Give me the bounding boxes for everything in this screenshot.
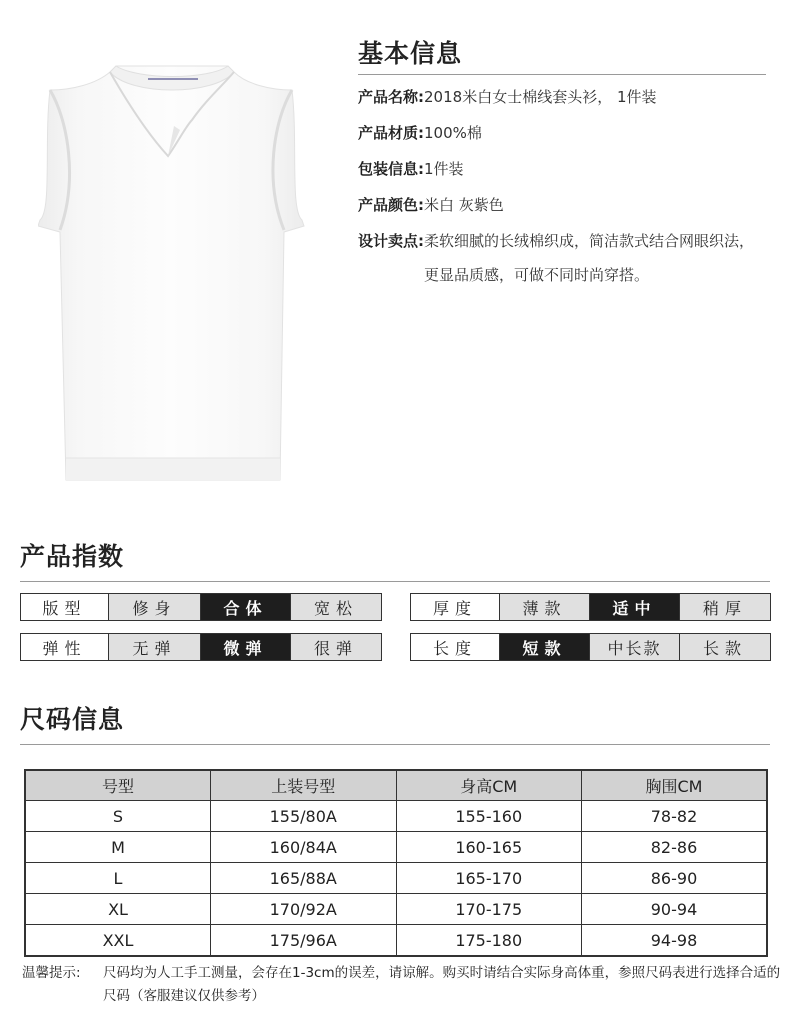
basic-info-section [358, 34, 766, 292]
index-option: 长款 [680, 634, 770, 660]
table-cell: 160/84A [211, 832, 397, 863]
index-option-selected: 适中 [590, 594, 680, 620]
index-option: 中长款 [590, 634, 680, 660]
table-row [25, 801, 767, 832]
index-label: 厚度 [411, 594, 500, 620]
column-header: 身高CM [396, 770, 582, 801]
table-cell: 155/80A [211, 801, 397, 832]
index-option-selected: 短款 [500, 634, 590, 660]
index-option: 无弹 [109, 634, 201, 660]
indices-section [20, 537, 770, 582]
size-info-section [20, 700, 770, 745]
index-row-elasticity [20, 633, 382, 661]
index-label: 长度 [411, 634, 500, 660]
index-option: 宽松 [291, 594, 381, 620]
info-value: 100%棉 [424, 124, 482, 142]
tip-label: 温馨提示: [22, 965, 81, 981]
table-cell: S [25, 801, 211, 832]
table-cell: 78-82 [582, 801, 768, 832]
table-row [25, 894, 767, 925]
info-colon: : [418, 232, 425, 250]
column-header: 胸围CM [582, 770, 768, 801]
info-label: 设计卖点 [358, 232, 419, 250]
index-option: 稍厚 [680, 594, 770, 620]
info-colon: : [418, 88, 425, 106]
index-label: 弹性 [21, 634, 109, 660]
index-option-selected: 微弹 [201, 634, 291, 660]
table-cell: L [25, 863, 211, 894]
info-label: 产品名称 [358, 88, 419, 106]
index-row-fit [20, 593, 382, 621]
index-row-thickness [410, 593, 771, 621]
info-row-name [358, 79, 766, 115]
index-option-selected: 合体 [201, 594, 291, 620]
table-row [25, 832, 767, 863]
info-colon: : [418, 124, 425, 142]
indices-title: 产品指数 [20, 542, 125, 571]
index-option: 很弹 [291, 634, 381, 660]
product-image [38, 60, 308, 490]
table-cell: 175/96A [211, 925, 397, 957]
info-label: 产品材质 [358, 124, 419, 142]
table-cell: 165/88A [211, 863, 397, 894]
index-option: 修身 [109, 594, 201, 620]
table-cell: 170/92A [211, 894, 397, 925]
info-value: 2018米白女士棉线套头衫， 1件装 [424, 88, 657, 106]
info-row-package [358, 151, 766, 187]
table-cell: 155-160 [396, 801, 582, 832]
column-header: 上装号型 [211, 770, 397, 801]
table-cell: 90-94 [582, 894, 768, 925]
table-cell: XL [25, 894, 211, 925]
info-colon: : [418, 196, 425, 214]
info-value: 1件装 [424, 160, 464, 178]
table-header-row [25, 770, 767, 801]
index-row-length [410, 633, 771, 661]
basic-info-title: 基本信息 [358, 39, 463, 68]
size-table [24, 769, 768, 957]
info-label: 包装信息 [358, 160, 419, 178]
table-cell: 170-175 [396, 894, 582, 925]
info-row-design [358, 223, 766, 292]
info-value: 柔软细腻的长绒棉织成，简洁款式结合网眼织法，更显品质感，可做不同时尚穿搭。 [424, 232, 755, 284]
info-label: 产品颜色 [358, 196, 419, 214]
index-label: 版型 [21, 594, 109, 620]
size-info-title: 尺码信息 [20, 705, 125, 734]
info-row-material [358, 115, 766, 151]
table-cell: 165-170 [396, 863, 582, 894]
table-row [25, 863, 767, 894]
divider [20, 744, 770, 745]
tip-text: 尺码均为人工手工测量，会存在1-3cm的误差，请谅解。购买时请结合实际身高体重，参照尺码表进行选择合适的尺码（客服建议仅供参考） [103, 965, 781, 1004]
index-option: 薄款 [500, 594, 590, 620]
info-row-color [358, 187, 766, 223]
table-cell: 175-180 [396, 925, 582, 957]
table-row [25, 925, 767, 957]
divider [20, 581, 770, 582]
table-cell: XXL [25, 925, 211, 957]
size-tip [22, 962, 782, 1008]
table-cell: 94-98 [582, 925, 768, 957]
table-cell: 82-86 [582, 832, 768, 863]
table-cell: M [25, 832, 211, 863]
info-value: 米白 灰紫色 [424, 196, 504, 214]
table-cell: 160-165 [396, 832, 582, 863]
info-colon: : [418, 160, 425, 178]
column-header: 号型 [25, 770, 211, 801]
table-cell: 86-90 [582, 863, 768, 894]
